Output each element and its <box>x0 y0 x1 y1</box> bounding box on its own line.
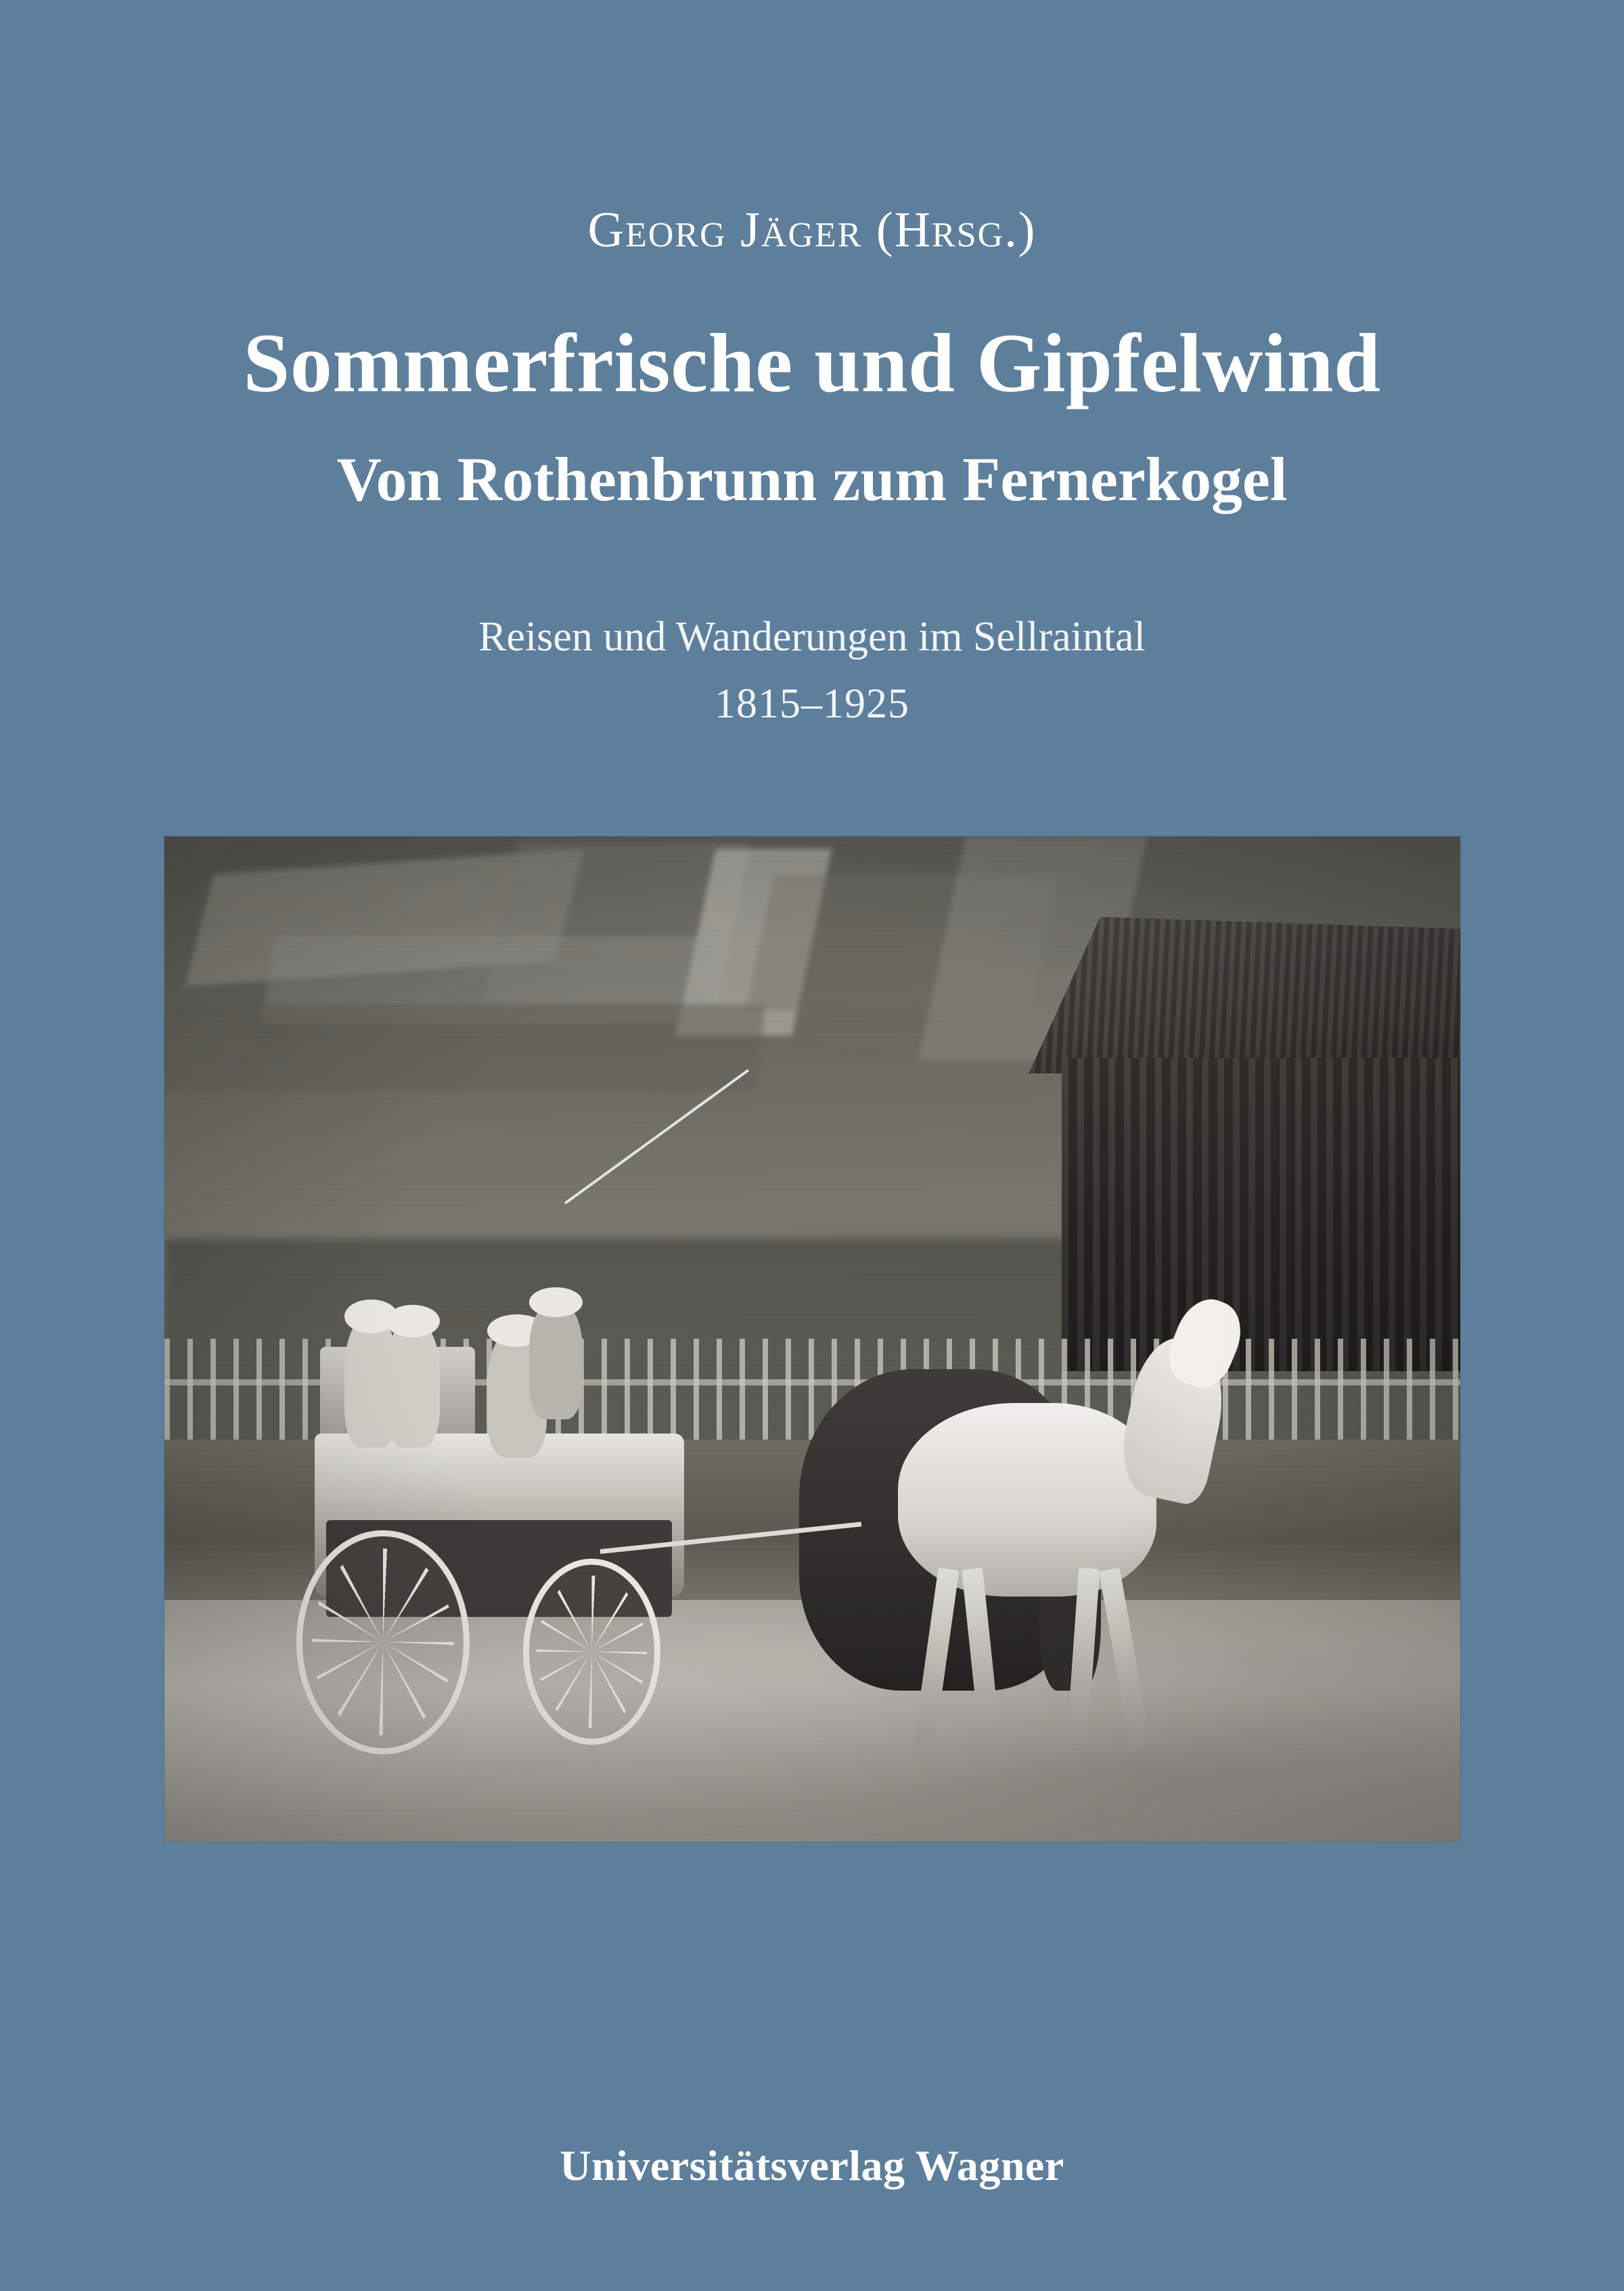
page-subtitle: Von Rothenbrunn zum Fernerkogel <box>336 444 1288 514</box>
cover-photo <box>164 837 1460 1842</box>
page-title: Sommerfrische und Gipfelwind <box>243 317 1381 410</box>
publisher-name: Universitätsverlag Wagner <box>560 2141 1064 2189</box>
cover-years: 1815–1925 <box>715 680 909 727</box>
photo-scene <box>164 837 1460 1842</box>
cover-description: Reisen und Wanderungen im Sellraintal <box>478 613 1146 660</box>
photo-vignette <box>164 837 1460 1842</box>
editor-line: Georg Jäger (Hrsg.) <box>587 202 1037 258</box>
